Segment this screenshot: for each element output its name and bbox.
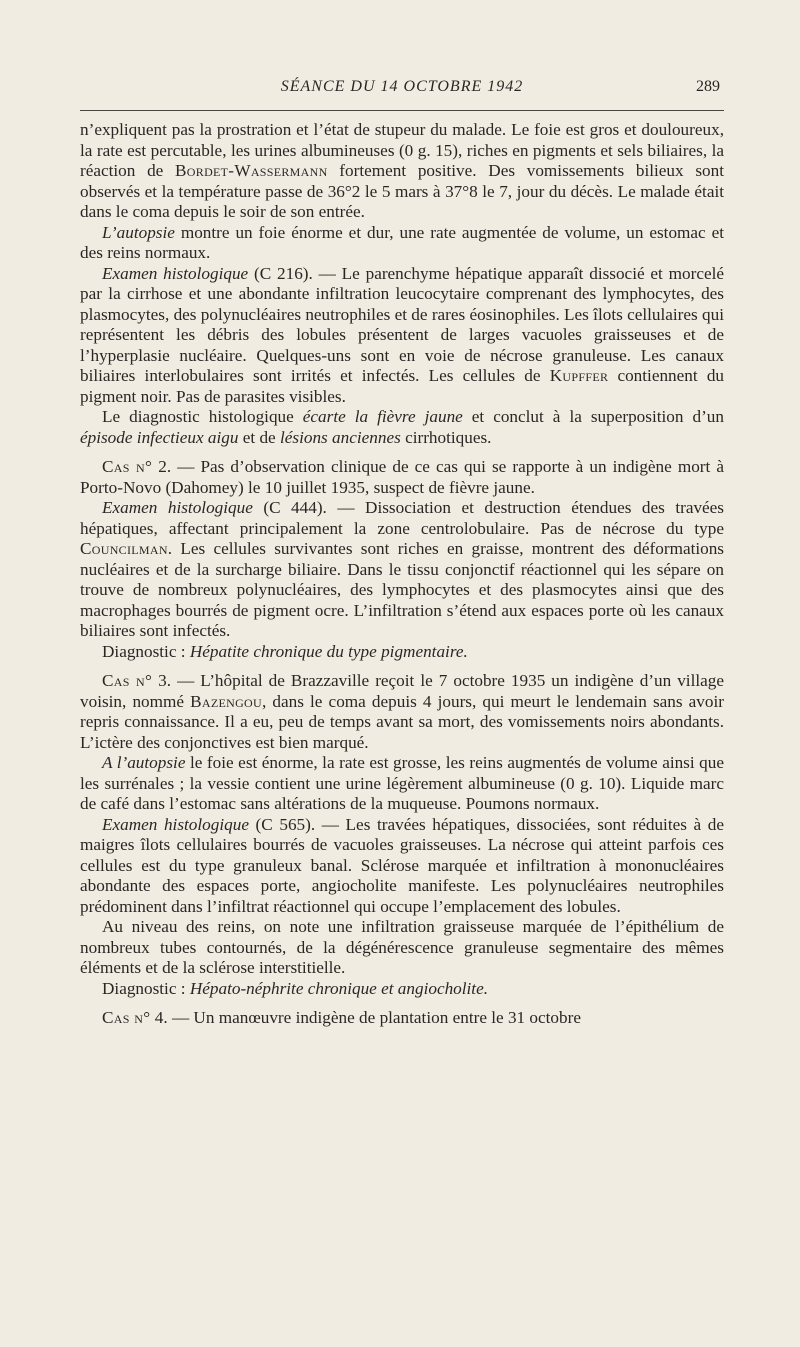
italic-heading: A l’autopsie: [102, 753, 186, 772]
italic-heading: Examen histologique: [102, 814, 249, 834]
case-label: Cas n°: [102, 1008, 151, 1027]
text-span: contiennent du pigment noir. Pas de parasites visibles.: [80, 366, 725, 406]
text-span: (C 444). — Dissociation et destruction étendues des travées hépatiques, affectant principalement la zone centrolobulaire. Pas de nécrose du type: [80, 498, 724, 538]
text-span: cirrhotiques.: [400, 427, 492, 447]
italic-heading: Examen histologique: [102, 498, 253, 517]
text-span: Au niveau des reins, on note une infiltration graisseuse marquée de l’épithélium de nombreux tubes contournés, de la dégénérescence granuleuse segmentaire des mêmes éléments et de la sclérose interstitielle.: [80, 917, 724, 977]
diagnosis-phrase: Hépato-néphrite chronique et angiocholite.: [189, 978, 489, 998]
case-label: Cas n°: [102, 671, 153, 690]
paragraph-1: [80, 120, 724, 223]
italic-phrase: lésions anciennes: [280, 427, 401, 447]
text-span: le foie est énorme, la rate est grosse, les reins augmentés de volume ainsi que les surrénales ; la vessie contient une urine légèrement albumineuse (0 g. 10). Liquide marc de café dans l’estomac sans altérations de la muqueuse. Poumons normaux.: [80, 753, 724, 813]
paragraph-4: [80, 407, 724, 448]
text-span: Le diagnostic histologique: [102, 407, 303, 426]
author-name: Kupffer: [549, 366, 609, 385]
text-span: fortement positive. Des vomissements bilieux sont observés et la température passe de 36°2 le 5 mars à 37°8 le 7, jour du décès. Le malade était dans le coma depuis le soir de son entrée.: [80, 161, 724, 221]
paragraph-6: [80, 498, 724, 642]
paragraph-8: [80, 671, 724, 753]
text-span: et conclut à la superposition d’un: [462, 407, 724, 426]
text-span: 2. — Pas d’observation clinique de ce cas qui se rapporte à un indigène mort à Porto-Novo (Dahomey) le 10 juillet 1935, suspect de fièvre jaune.: [80, 457, 724, 497]
diagnosis-phrase: Hépatite chronique du type pigmentaire.: [189, 641, 468, 661]
paragraph-5: [80, 457, 724, 498]
text-span: et de: [238, 427, 280, 447]
page-number: 289: [696, 78, 720, 95]
text-span: , dans le coma depuis 4 jours, qui meurt le lendemain sans avoir repris connaissance. Il a eu, peu de temps avant sa mort, des vomissements noirs abondants. L’ictère des conjonctives est bien marqué.: [80, 691, 724, 752]
italic-heading: L’autopsie: [102, 222, 175, 242]
running-title: SÉANCE DU 14 OCTOBRE 1942: [280, 78, 524, 95]
header-rule: [80, 110, 724, 111]
text-span: (C 565). — Les travées hépatiques, dissociées, sont réduites à de maigres îlots cellulaires bourrés de vacuoles graisseuses. La nécrose qui atteint parfois ces cellules est du type granuleux banal. Sclérose marquée et infiltration à mononucléaires abondante des espaces porte, angiocholite manifeste. Les polynucléaires neutrophiles prédominent dans l’infiltrat réactionnel qui occupe l’emplacement des lobules.: [80, 814, 724, 916]
text-span: . Les cellules survivantes sont riches en graisse, montrent des déformations nucléaires et de la surcharge biliaire. Dans le tissu conjonctif réactionnel qui les sépare on trouve de nombreux polynucléaires, des lymphocytes et des plasmocytes ainsi que des macrophages bourrés de pigment ocre. L’infiltration s’étend aux espaces porte où les canaux biliaires sont infectés.: [80, 539, 724, 640]
paragraph-12: [80, 979, 724, 1000]
case-label: Cas n°: [102, 457, 153, 476]
text-span: 3. — L’hôpital de Brazzaville reçoit le 7 octobre 1935 un indigène d’un village voisin, nommé: [80, 671, 724, 711]
page-header: [80, 78, 724, 104]
italic-heading: Examen histologique: [102, 263, 249, 283]
body-text: [80, 120, 724, 1029]
paragraph-11: [80, 917, 724, 979]
text-span: n’expliquent pas la prostration et l’état de stupeur du malade. Le foie est gros et douloureux, la rate est percutable, les urines albumineuses (0 g. 15), riches en pigments et sels biliaires, la réaction de: [80, 120, 724, 180]
text-span: 4. — Un manœuvre indigène de plantation entre le 31 octobre: [150, 1008, 581, 1027]
paragraph-2: [80, 223, 724, 264]
paragraph-7: [80, 642, 724, 663]
author-name: Councilman: [80, 539, 168, 558]
paragraph-13: [80, 1008, 724, 1029]
text-span: Diagnostic :: [102, 978, 190, 998]
text-span: Diagnostic :: [102, 641, 190, 661]
author-name: Bordet-Wassermann: [175, 161, 328, 180]
patient-name: Bazengou: [190, 691, 262, 711]
paragraph-10: [80, 815, 724, 918]
italic-phrase: épisode infectieux aigu: [80, 427, 239, 447]
text-span: (C 216). — Le parenchyme hépatique apparaît dissocié et morcelé par la cirrhose et une abondante infiltration leucocytaire comprenant des lymphocytes, des plasmocytes, des polynucléaires neutrophiles et de rares éosinophiles. Les îlots cellulaires qui représentent les débris des lobules présentent de larges vacuoles graisseuses et de l’hyperplasie nucléaire. Quelques-uns sont en voie de nécrose granuleuse. Les canaux biliaires interlobulaires sont irrités et infectés. Les cellules de: [80, 263, 724, 385]
italic-phrase: écarte la fièvre jaune: [302, 407, 463, 426]
text-span: montre un foie énorme et dur, une rate augmentée de volume, un estomac et des reins normaux.: [80, 222, 724, 262]
paragraph-3: [80, 264, 724, 408]
paragraph-9: [80, 753, 724, 815]
